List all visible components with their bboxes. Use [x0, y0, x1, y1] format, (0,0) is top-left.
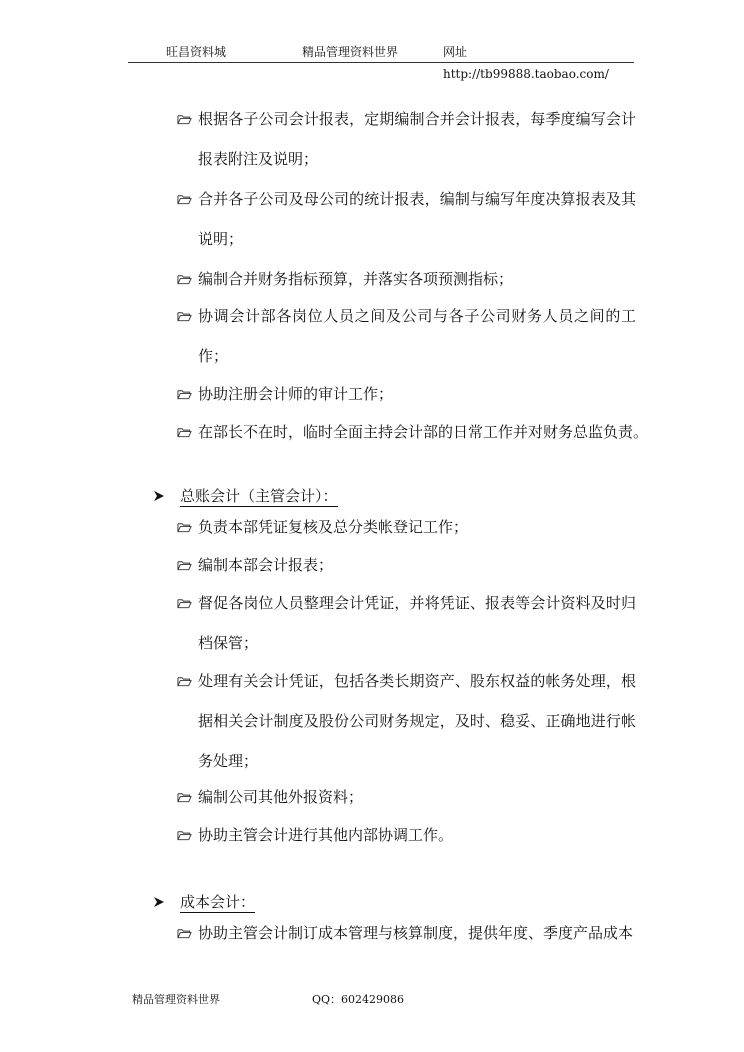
list-item-text: 根据各子公司会计报表，定期编制合并会计报表，每季度编写会计报表附注及说明； — [198, 110, 636, 168]
list-item — [176, 777, 636, 817]
list-item-text: 处理有关会计凭证，包括各类长期资产、股东权益的帐务处理，根据相关会计制度及股份公司财务规定，及时、稳妥、正确地进行帐务处理； — [198, 672, 636, 770]
folder-icon — [176, 507, 192, 547]
list-item-text: 协助注册会计师的审计工作； — [198, 385, 394, 403]
folder-icon — [176, 913, 192, 953]
footer-left-text: 精品管理资料世界 — [132, 993, 220, 1006]
list-item — [176, 259, 636, 299]
section-heading — [152, 890, 255, 914]
list-item-text: 编制合并财务指标预算，并落实各项预测指标； — [198, 270, 514, 288]
folder-icon — [176, 583, 192, 623]
list-item — [176, 296, 636, 376]
list-item-text: 协助主管会计进行其他内部协调工作。 — [198, 826, 454, 844]
list-item-text: 督促各岗位人员整理会计凭证，并将凭证、报表等会计资料及时归档保管； — [198, 594, 636, 652]
list-item — [176, 545, 636, 585]
list-item — [176, 815, 636, 855]
folder-icon — [176, 296, 192, 336]
list-item-text: 协调会计部各岗位人员之间及公司与各子公司财务人员之间的工作； — [198, 307, 636, 365]
folder-icon — [176, 661, 192, 701]
list-item-text: 负责本部凭证复核及总分类帐登记工作； — [198, 518, 469, 536]
list-item — [176, 374, 636, 414]
header-middle-text: 精品管理资料世界 — [302, 45, 399, 59]
list-item-text: 合并各子公司及母公司的统计报表，编制与编写年度决算报表及其说明； — [198, 190, 636, 248]
folder-icon — [176, 777, 192, 817]
list-item-text: 编制本部会计报表； — [198, 556, 334, 574]
folder-icon — [176, 99, 192, 139]
folder-icon — [176, 545, 192, 585]
folder-icon — [176, 815, 192, 855]
list-item — [176, 913, 636, 953]
folder-icon — [176, 412, 192, 452]
section-heading — [152, 484, 338, 508]
page-header — [128, 40, 634, 81]
header-left-text: 旺昌资料城 — [166, 45, 227, 59]
folder-icon — [176, 179, 192, 219]
list-item-text: 协助主管会计制订成本管理与核算制度，提供年度、季度产品成本 — [198, 924, 634, 942]
list-item-text: 编制公司其他外报资料； — [198, 788, 364, 806]
list-item — [176, 179, 636, 259]
section-title: 总账会计（主管会计）： — [180, 487, 338, 505]
footer-qq-text: QQ：602429086 — [312, 993, 405, 1006]
list-item — [176, 412, 649, 452]
arrow-bullet-icon — [152, 484, 166, 508]
list-item — [176, 99, 636, 179]
header-url-text: 网址 http://tb99888.taobao.com/ — [443, 45, 609, 81]
list-item — [176, 583, 636, 663]
list-item — [176, 661, 636, 781]
section-title: 成本会计： — [180, 893, 256, 911]
list-item-text: 在部长不在时，临时全面主持会计部的日常工作并对财务总监负责。 — [198, 423, 649, 441]
arrow-bullet-icon — [152, 890, 166, 914]
folder-icon — [176, 259, 192, 299]
folder-icon — [176, 374, 192, 414]
list-item — [176, 507, 636, 547]
